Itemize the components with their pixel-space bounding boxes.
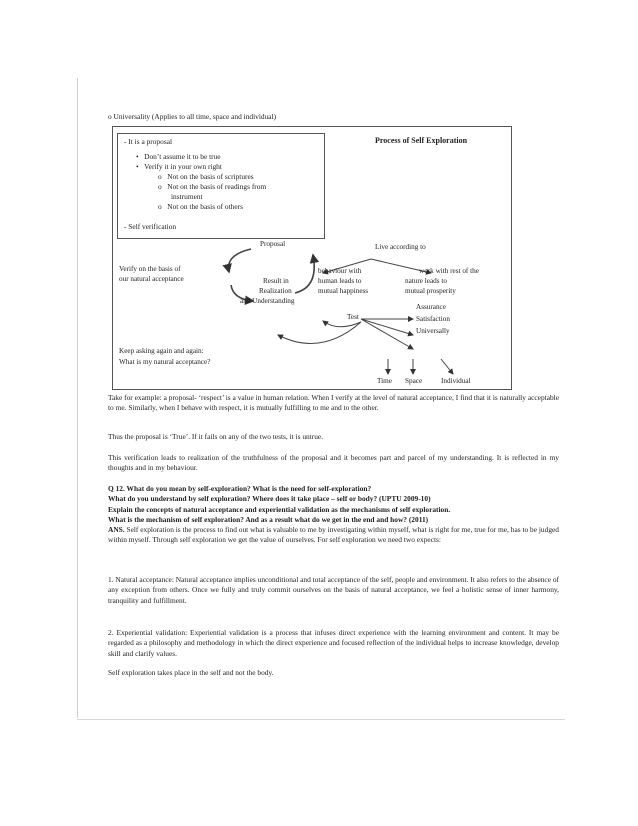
box-last-line: - Self verification	[124, 222, 177, 231]
behaviour-label-1: behaviour with	[318, 267, 362, 275]
live-label: Live according to	[375, 243, 426, 251]
satisfaction-label: Satisfaction	[416, 315, 450, 323]
verify-label-1: Verify on the basis of	[119, 265, 181, 273]
intro-line: o Universality (Applies to all time, space and individual)	[108, 112, 277, 121]
sub-bullet-3: o Not on the basis of others	[158, 202, 243, 211]
point-natural-acceptance: 1. Natural acceptance: Natural acceptance implies unconditional and total acceptance of the self, people and environment. It also refers to the absence of any exception from others. Once we fully and truly commit ourselves on the basis of natural acceptance, we feel a holistic sense of inner harmony, tranquility and fulfillment.	[108, 575, 559, 605]
closing-line: Self exploration takes place in the self and not the body.	[108, 668, 274, 677]
point-experiential-validation: 2. Experiential validation: Experiential validation is a process that infuses direct experience with the learning environment and content. It may be regarded as a philosophy and methodology in which the direct experience and focused reflection of the individual helps to increase knowledge, develop skill and clarify values.	[108, 628, 559, 658]
question-line-1: Q 12. What do you mean by self-exploration? What is the need for self-exploration?	[108, 484, 372, 493]
result-label-1: Result in	[263, 277, 289, 285]
sub-bullet-2: o Not on the basis of readings from	[158, 182, 267, 191]
question-line-2: What do you understand by self exploration? Where does it take place – self or body? (UPTU 2009-10)	[108, 494, 431, 503]
work-label-1: work with rest of the	[419, 267, 479, 275]
keep-asking-line-1: Keep asking again and again:	[119, 347, 204, 355]
self-exploration-diagram	[112, 126, 512, 390]
individual-label: Individual	[441, 377, 471, 385]
answer-paragraph	[108, 525, 559, 546]
paragraph-true: Thus the proposal is ‘True’. If it fails on any of the two tests, it is untrue.	[108, 432, 324, 441]
work-label-3: mutual prosperity	[405, 287, 456, 295]
sub-bullet-1: o Not on the basis of scriptures	[158, 172, 254, 181]
test-label: Test	[347, 313, 359, 321]
page-margin-line	[77, 78, 78, 718]
question-line-4: What is the mechanism of self exploration? And as a result what do we get in the end and how? (2011)	[108, 515, 429, 524]
answer-label: ANS.	[108, 525, 125, 534]
assurance-label: Assurance	[416, 303, 446, 311]
bullet-1: • Don’t assume it to be true	[136, 152, 221, 161]
behaviour-label-2: human leads to	[318, 277, 362, 285]
question-line-3: Explain the concepts of natural acceptance and experiential validation as the mechanisms of self exploration.	[108, 505, 451, 514]
paragraph-example: Take for example: a proposal- ‘respect’ is a value in human relation. When I verify at the level of natural acceptance, I find that it is naturally acceptable to me. Similarly, when I behave with respect, it is mutually fulfilling to me and to the other.	[108, 393, 559, 413]
box-line-1: - It is a proposal	[124, 137, 173, 146]
space-label: Space	[405, 377, 423, 385]
answer-text: Self exploration is the process to find out what is valuable to me by investigating within myself, what is right for me, true for me, has to be judged within myself. Through self exploration we get the value of ourselves. For self exploration we need two expects:	[108, 525, 559, 545]
page-bottom-line	[77, 719, 565, 720]
behaviour-label-3: mutual happiness	[318, 287, 369, 295]
time-label: Time	[377, 377, 392, 385]
work-label-2: nature leads to	[405, 277, 447, 285]
verify-label-2: our natural acceptance	[119, 275, 184, 283]
diagram-title: Process of Self Exploration	[375, 136, 468, 145]
sub-bullet-2-cont: instrument	[171, 192, 203, 201]
universally-label: Universally	[416, 327, 450, 335]
result-label-2: Realization	[259, 287, 292, 295]
keep-asking-line-2: What is my natural acceptance?	[119, 358, 211, 366]
paragraph-verification: This verification leads to realization of the truthfulness of the proposal and it becomes part and parcel of my understanding. It is reflected in my thoughts and in my behaviour.	[108, 453, 559, 473]
result-label-3: and Understanding	[240, 297, 295, 305]
bullet-2: • Verify it in your own right	[136, 162, 222, 171]
proposal-label: Proposal	[260, 240, 286, 248]
